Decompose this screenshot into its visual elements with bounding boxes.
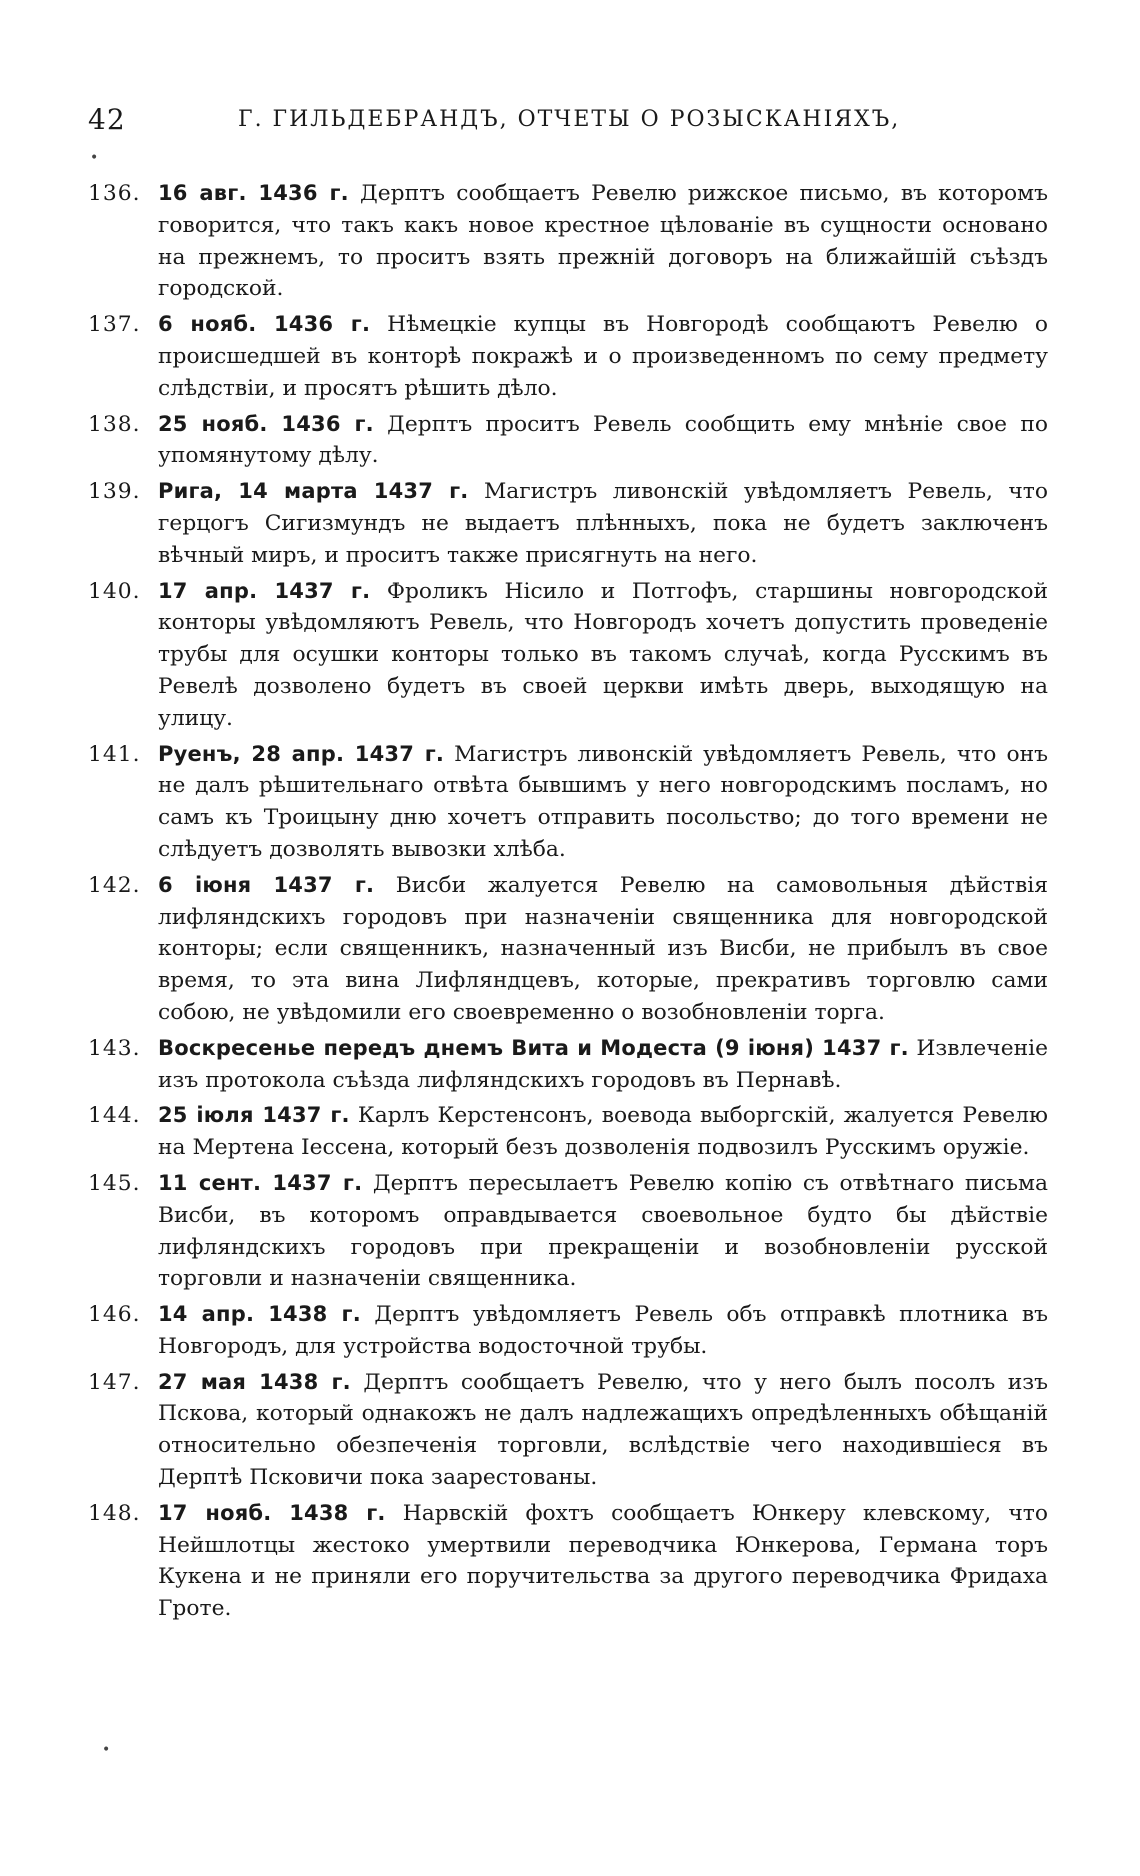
entry-date: 16 авг. 1436 г.	[158, 181, 349, 205]
entry-number: 146.	[88, 1302, 141, 1328]
entry-date: 27 мая 1438 г.	[158, 1369, 351, 1394]
entry-number: 143.	[88, 1035, 141, 1061]
list-item	[88, 739, 1048, 866]
list-item	[88, 1367, 1048, 1494]
list-item	[88, 1033, 1048, 1097]
entry-number: 142.	[88, 872, 141, 898]
entry-text: Дерптъ сообщаетъ Ревелю, что у него былъ посолъ изъ Пскова, который однакожъ не далъ надлежащихъ опредѣленныхъ обѣщаній относительно обезпеченія торговли, вслѣдствіе чего находившіеся въ Дерптѣ Псковичи пока заарестованы.	[158, 1369, 1048, 1491]
list-item	[88, 1498, 1048, 1625]
list-item	[88, 476, 1048, 571]
entry-text: Дерптъ сообщаетъ Ревелю рижское письмо, въ которомъ говорится, что такъ какъ новое крестное цѣлованіе въ сущности основано на прежнемъ, то проситъ взять прежній договоръ на ближайшій съѣздъ городской.	[158, 181, 1048, 302]
entry-date: 17 нояб. 1438 г.	[158, 1500, 386, 1525]
entry-text: Нарвскій фохтъ сообщаетъ Юнкеру клевскому, что Нейшлотцы жестоко умертвили переводчика Юнкерова, Германа торъ Кукена и не приняли его поручительства за другого переводчика Фридаха Гроте.	[158, 1500, 1048, 1622]
entry-text: Фроликъ Нісило и Потгофъ, старшины новгородской конторы увѣдомляютъ Ревель, что Новгородъ хочетъ допустить проведеніе трубы для осушки конторы только въ такомъ случаѣ, когда Русскимъ въ Ревелѣ дозволено будетъ въ своей церкви имѣть дверь, выходящую на улицу.	[158, 578, 1048, 731]
entry-number: 147.	[88, 1369, 141, 1395]
entry-date: 25 іюля 1437 г.	[158, 1103, 350, 1128]
running-title: Г. ГИЛЬДЕБРАНДЪ, ОТЧЕТЫ О РОЗЫСКАНІЯХЪ,	[238, 107, 901, 132]
entry-text: Карлъ Керстенсонъ, воевода выборгскій, жалуется Ревелю на Мертена Іессена, который безъ дозволенія подвозилъ Русскимъ оружіе.	[158, 1103, 1048, 1161]
list-item	[88, 1299, 1048, 1363]
list-item	[88, 409, 1048, 473]
entry-date: Воскресенье передъ днемъ Вита и Модеста (9 іюня) 1437 г.	[158, 1035, 909, 1060]
list-item	[88, 870, 1048, 1029]
list-item	[88, 576, 1048, 735]
list-item	[88, 1168, 1048, 1295]
entry-number: 144.	[88, 1103, 141, 1129]
entry-number: 137.	[88, 312, 141, 338]
entry-date: Руенъ, 28 апр. 1437 г.	[158, 741, 445, 766]
entry-number: 140.	[88, 578, 141, 604]
entry-list	[88, 178, 1048, 1629]
entry-text: Висби жалуется Ревелю на самовольныя дѣйствія лифляндскихъ городовъ при назначеніи священника для новгородской конторы; если священникъ, назначенный изъ Висби, не прибылъ въ свое время, то эта вина Лифляндцевъ, которые, прекративъ торговлю сами собою, не увѣдомили его своевременно о возобновленіи торга.	[158, 872, 1048, 1025]
entry-number: 141.	[88, 741, 141, 767]
entry-text: Дерптъ увѣдомляетъ Ревель объ отправкѣ плотника въ Новгородъ, для устройства водосточной трубы.	[158, 1302, 1048, 1359]
entry-number: 148.	[88, 1500, 141, 1526]
print-speck: •	[102, 1742, 111, 1758]
entry-text: Нѣмецкіе купцы въ Новгородѣ сообщаютъ Ревелю о происшедшей въ конторѣ покражѣ и о произведенномъ по сему предмету слѣдствіи, и просятъ рѣшить дѣло.	[158, 312, 1048, 401]
entry-number: 145.	[88, 1170, 141, 1196]
entry-date: 6 іюня 1437 г.	[158, 872, 375, 897]
print-speck: •	[90, 150, 99, 166]
entry-date: 17 апр. 1437 г.	[158, 578, 371, 603]
entry-text: Дерптъ проситъ Ревель сообщить ему мнѣніе свое по упомянутому дѣлу.	[158, 411, 1048, 469]
entry-date: Рига, 14 марта 1437 г.	[158, 479, 469, 504]
list-item	[88, 309, 1048, 404]
entry-date: 11 сент. 1437 г.	[158, 1170, 363, 1195]
entry-number: 136.	[88, 181, 141, 206]
list-item	[88, 1100, 1048, 1164]
entry-date: 25 нояб. 1436 г.	[158, 411, 374, 436]
entry-text: Магистръ ливонскій увѣдомляетъ Ревель, что герцогъ Сигизмундъ не выдаетъ плѣнныхъ, пока не будетъ заключенъ вѣчный миръ, и проситъ также присягнуть на него.	[158, 479, 1048, 568]
entry-date: 6 нояб. 1436 г.	[158, 312, 371, 337]
entry-text: Магистръ ливонскій увѣдомляетъ Ревель, что онъ не далъ рѣшительнаго отвѣта бывшимъ у него новгородскимъ посламъ, но самъ къ Троицыну дню хочетъ отправить посольство; до того времени не слѣдуетъ дозволять вывозки хлѣба.	[158, 741, 1048, 862]
entry-number: 138.	[88, 411, 141, 437]
entry-number: 139.	[88, 479, 141, 505]
page-header	[88, 103, 1048, 143]
entry-date: 14 апр. 1438 г.	[158, 1302, 361, 1327]
page-number: 42	[88, 103, 126, 136]
entry-text: Дерптъ пересылаетъ Ревелю копію съ отвѣтнаго письма Висби, въ которомъ оправдывается своевольное будто бы дѣйствіе лифляндскихъ городовъ при прекращеніи и возобновленіи русской торговли и назначеніи священника.	[158, 1170, 1048, 1292]
entry-text: Извлеченіе изъ протокола съѣзда лифляндскихъ городовъ въ Пернавѣ.	[158, 1035, 1048, 1093]
list-item	[88, 178, 1048, 305]
